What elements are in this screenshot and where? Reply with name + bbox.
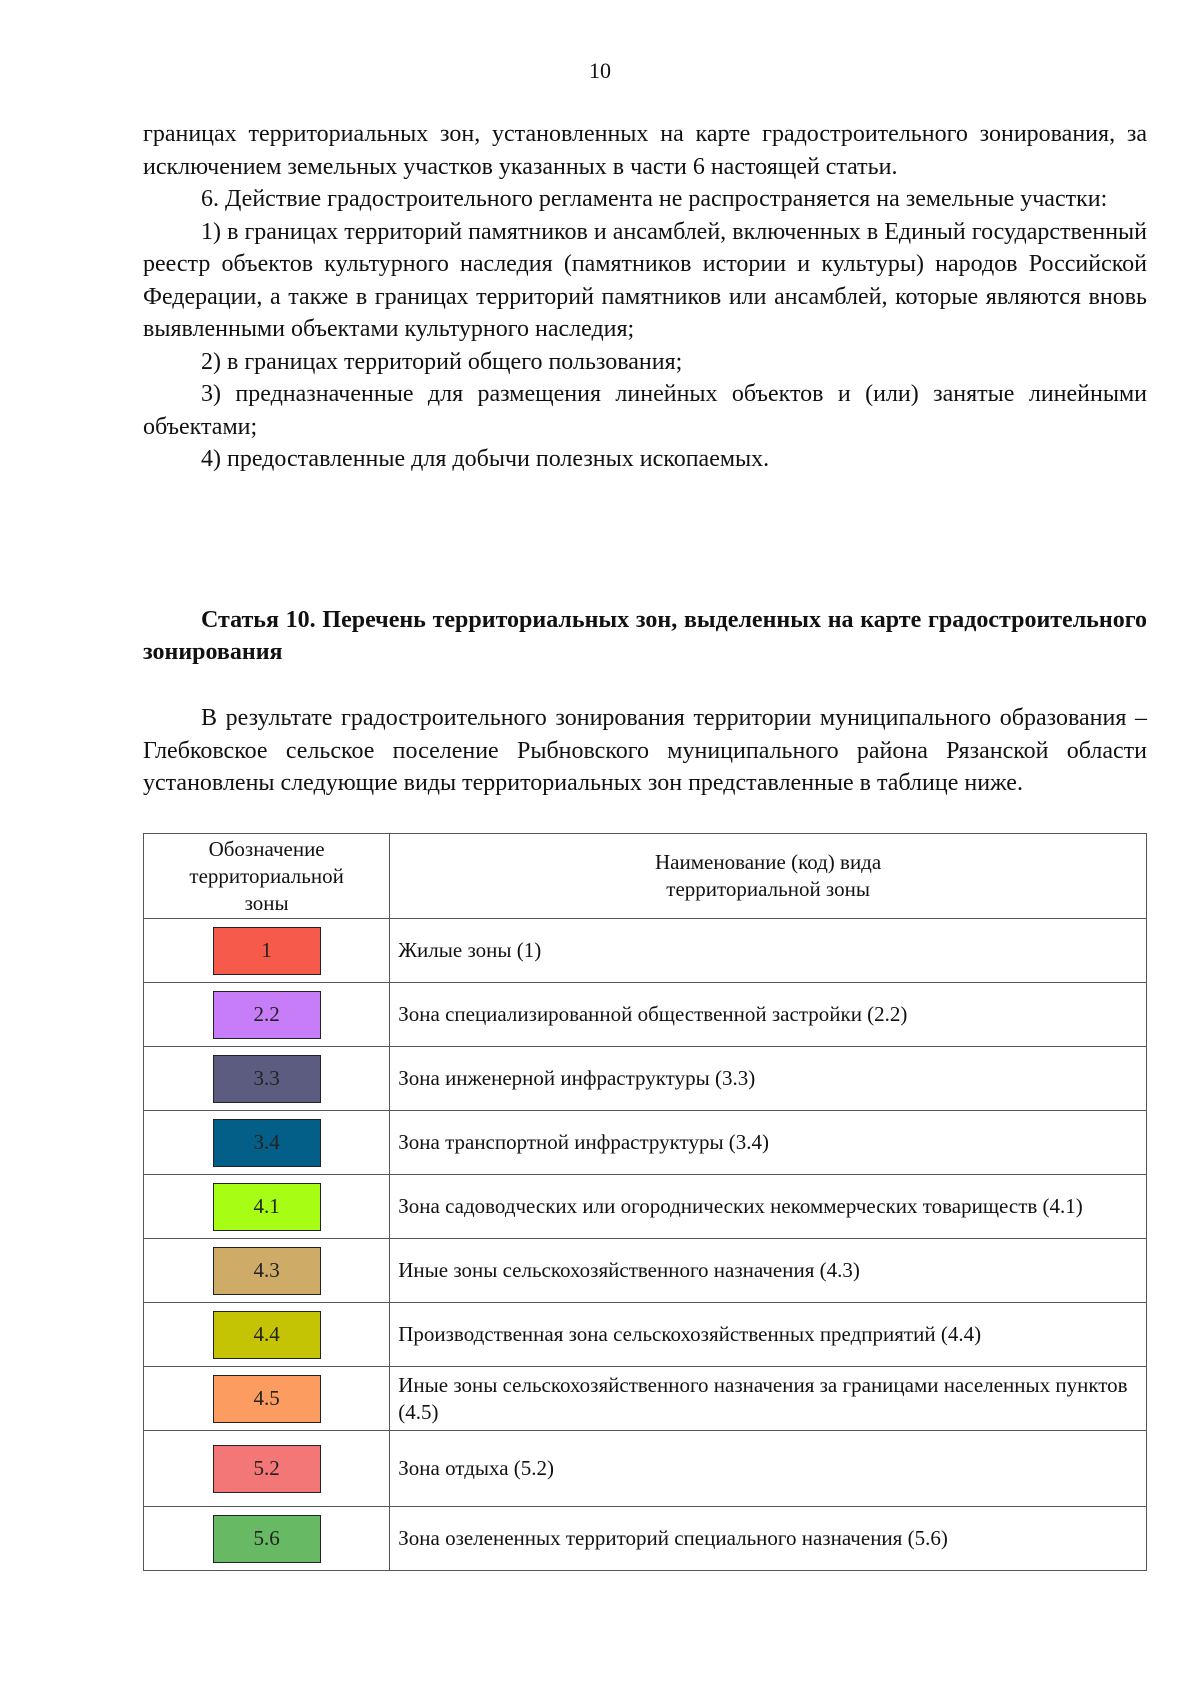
table-row [144,1303,1147,1367]
table-row [144,1175,1147,1239]
zone-color-swatch: 3.3 [213,1055,321,1103]
zone-code-cell [144,1111,390,1175]
table-row [144,919,1147,983]
zone-name-cell: Зона озелененных территорий специального назначения (5.6) [390,1507,1147,1571]
zone-code-cell [144,919,390,983]
zone-code-cell [144,1507,390,1571]
zone-name-cell: Зона инженерной инфраструктуры (3.3) [390,1047,1147,1111]
intro-paragraph: В результате градостроительного зонирования территории муниципального образования – Глебковское сельское поселение Рыбновского муниципального района Рязанской области установлены следующие виды территориальных зон представленные в таблице ниже. [143,705,1147,796]
body-text [143,118,1147,476]
zone-name-cell: Иные зоны сельскохозяйственного назначения за границами населенных пунктов (4.5) [390,1367,1147,1431]
paragraph: 2) в границах территорий общего пользования; [201,348,683,375]
header-name: Наименование (код) вида территориальной зоны [390,834,1147,919]
zone-color-swatch: 1 [213,927,321,975]
paragraph: 3) предназначенные для размещения линейных объектов и (или) занятые линейными объектами; [143,381,1147,440]
table-row [144,1047,1147,1111]
zone-color-swatch: 4.3 [213,1247,321,1295]
zone-color-swatch: 3.4 [213,1119,321,1167]
paragraph: границах территориальных зон, установленных на карте градостроительного зонирования, за исключением земельных участков указанных в части 6 настоящей статьи. [143,121,1147,180]
zone-name-cell: Зона отдыха (5.2) [390,1431,1147,1507]
zone-color-swatch: 4.4 [213,1311,321,1359]
zone-name-cell: Зона транспортной инфраструктуры (3.4) [390,1111,1147,1175]
table-row [144,1431,1147,1507]
zone-name-cell: Иные зоны сельскохозяйственного назначения (4.3) [390,1239,1147,1303]
zone-name-cell: Зона садоводческих или огороднических некоммерческих товариществ (4.1) [390,1175,1147,1239]
table-row [144,1507,1147,1571]
zone-name-cell: Зона специализированной общественной застройки (2.2) [390,983,1147,1047]
table-row [144,1239,1147,1303]
zone-color-swatch: 4.5 [213,1375,321,1423]
zone-code-cell [144,1239,390,1303]
zone-color-swatch: 5.2 [213,1445,321,1493]
header-code: Обозначение территориальной зоны [144,834,390,919]
zone-code-cell [144,1431,390,1507]
table-row [144,983,1147,1047]
paragraph: 6. Действие градостроительного регламента не распространяется на земельные участки: [201,186,1108,212]
zone-color-swatch: 2.2 [213,991,321,1039]
zone-code-cell [144,1047,390,1111]
table-row [144,1367,1147,1431]
zone-color-swatch: 4.1 [213,1183,321,1231]
paragraph: 1) в границах территорий памятников и ансамблей, включенных в Единый государственный реестр объектов культурного наследия (памятников истории и культуры) народов Российской Федерации, а также в границах территорий памятников или ансамблей, которые являются вновь выявленными объектами культурного наследия; [143,218,1147,342]
article-heading: Статья 10. Перечень территориальных зон, выделенных на карте градостроительного зонирования [143,607,1147,665]
zone-color-swatch: 5.6 [213,1515,321,1563]
paragraph: 4) предоставленные для добычи полезных ископаемых. [201,446,770,472]
zones-table [143,833,1147,1571]
zone-code-cell [144,1367,390,1431]
zone-name-cell: Производственная зона сельскохозяйственных предприятий (4.4) [390,1303,1147,1367]
zone-code-cell [144,1303,390,1367]
zone-code-cell [144,983,390,1047]
table-header-row [144,834,1147,919]
zone-name-cell: Жилые зоны (1) [390,919,1147,983]
zone-code-cell [144,1175,390,1239]
page-number: 10 [589,58,611,83]
table-row [144,1111,1147,1175]
